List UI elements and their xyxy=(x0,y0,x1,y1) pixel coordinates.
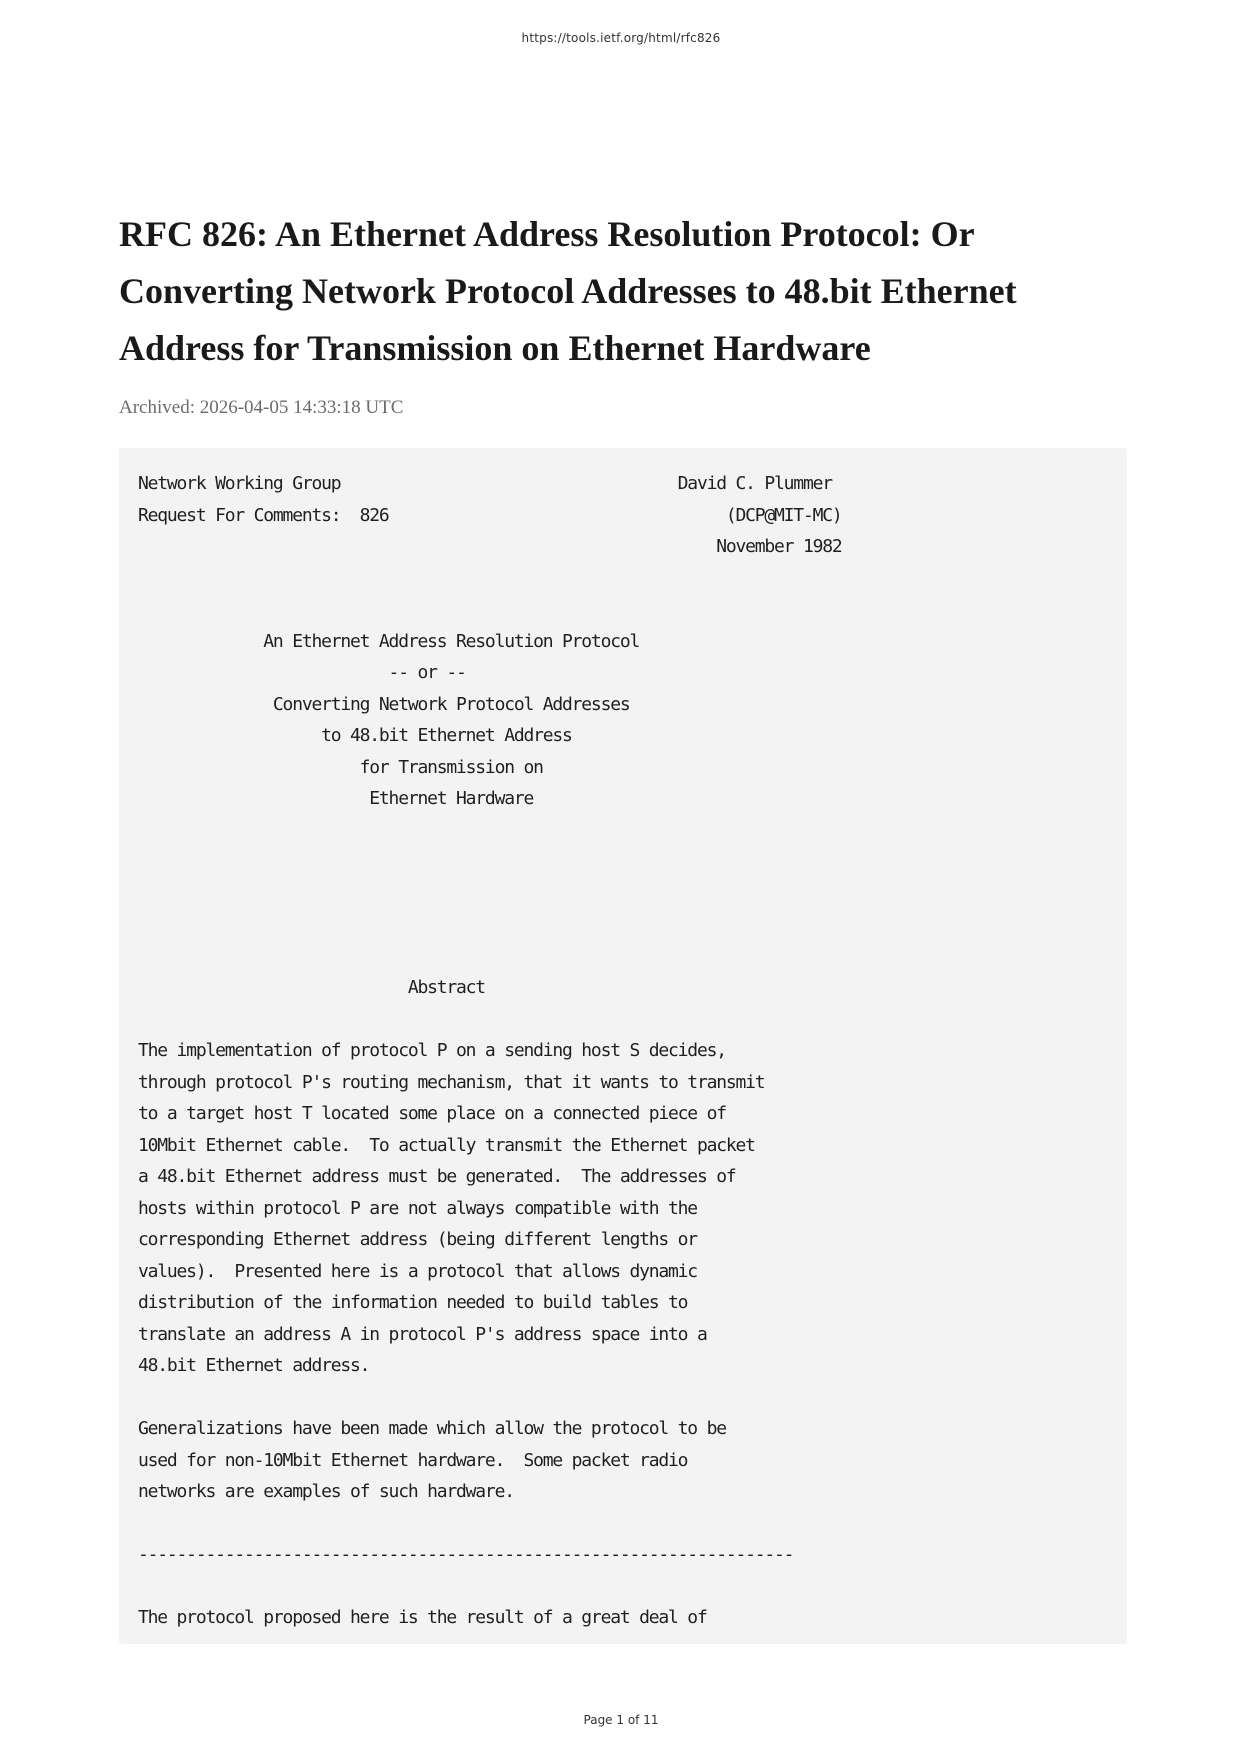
page-number: Page 1 of 11 xyxy=(583,1713,659,1727)
rfc-text-block xyxy=(119,448,1127,1644)
page-title: RFC 826: An Ethernet Address Resolution Protocol: Or Converting Network Protocol Addresses to 48.bit Ethernet Address for Transmission on Ethernet Hardware xyxy=(119,214,1017,368)
page-url: https://tools.ietf.org/html/rfc826 xyxy=(521,31,721,45)
archived-timestamp: Archived: 2026-04-05 14:33:18 UTC xyxy=(119,397,404,418)
rfc-body-text: Network Working Group David C. Plummer Request For Comments: 826 (DCP@MIT-MC) November 1982 An Ethernet Address Resolution Protocol -- or -- Converting Network Protocol Addresses to 48.bit Ethernet Address for Transmission on Ethernet Hardware Abstract The implementation of protocol P on a sending host S decides, through protocol P's routing mechanism, that it wants to transmit to a target host T located some place on a connected piece of 10Mbit Ethernet cable. To actually transmit the Ethernet packet a 48.bit Ethernet address must be generated. The addresses of hosts within protocol P are not always compatible with the corresponding Ethernet address (being different lengths or values). Presented here is a protocol that allows dynamic distribution of the information needed to build tables to translate an address A in protocol P's address space into a 48.bit Ethernet address. Generalizations have been made which allow the protocol to be used for non-10Mbit Ethernet hardware. Some packet radio networks are examples of such hardware. -------------------------------------------------------------------- The protocol proposed here is the result of a great deal of xyxy=(138,473,842,1628)
